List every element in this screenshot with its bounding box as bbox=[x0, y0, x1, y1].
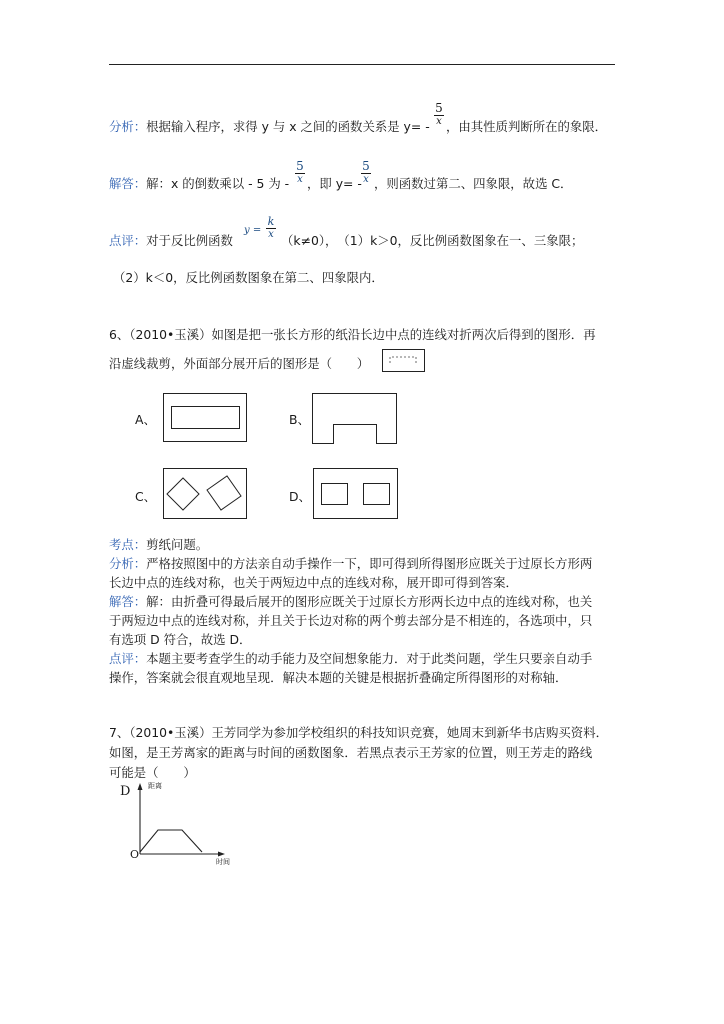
dianping-line-2: 操作，答案就会很直观地呈现．解决本题的关键是根据折叠确定所得图形的对称轴． bbox=[109, 670, 568, 685]
option-b-figure[interactable] bbox=[312, 393, 398, 445]
jieda-label: 解答： bbox=[109, 594, 147, 609]
analysis-text-b: ，由其性质判断所在的象限． bbox=[446, 119, 608, 134]
fenxi-row bbox=[109, 554, 592, 572]
analysis-text-a: 根据输入程序，求得 y 与 x 之间的函数关系是 y= - bbox=[146, 119, 430, 134]
option-a-label[interactable]: A、 bbox=[135, 412, 156, 427]
option-c-label[interactable]: C、 bbox=[135, 489, 157, 504]
fenxi-line-2: 长边中点的连线对称，也关于两短边中点的连线对称，展开即可得到答案． bbox=[109, 575, 518, 590]
option-d-label[interactable]: D、 bbox=[289, 489, 311, 504]
option-d-figure[interactable] bbox=[313, 468, 399, 520]
analysis-label: 分析： bbox=[109, 119, 147, 134]
dianping-line-1: 本题主要考查学生的动手能力及空间想象能力．对于此类问题，学生只要亲自动手 bbox=[146, 651, 593, 666]
q7-line-2: 如图，是王芳离家的距离与时间的函数图象．若黑点表示王芳家的位置，则王芳走的路线 bbox=[109, 745, 593, 760]
answer-row bbox=[109, 174, 289, 192]
graph-y-axis-label: 距离 bbox=[148, 782, 162, 790]
comment-row bbox=[109, 231, 233, 249]
q6-folded-paper-figure bbox=[382, 349, 426, 373]
jieda-line-3: 有选项 D 符合，故选 D． bbox=[109, 632, 252, 647]
analysis-row bbox=[109, 117, 430, 135]
graph-origin-label: O bbox=[130, 848, 140, 861]
option-b-label[interactable]: B、 bbox=[289, 412, 310, 427]
kaodian-label: 考点： bbox=[109, 537, 147, 552]
option-a-figure[interactable] bbox=[163, 393, 248, 443]
jieda-row bbox=[109, 592, 592, 610]
q6-line-1: 6、（2010•玉溪）如图是把一张长方形的纸沿长边中点的连线对折两次后得到的图形．再 bbox=[109, 327, 596, 342]
comment-text-a: 对于反比例函数 bbox=[146, 233, 233, 248]
formula-y-equals: y = bbox=[244, 225, 262, 236]
jieda-line-1: 解：由折叠可得最后展开的图形应既关于过原长方形两长边中点的连线对称，也关 bbox=[146, 594, 593, 609]
top-rule bbox=[109, 64, 615, 65]
comment-label: 点评： bbox=[109, 233, 147, 248]
kaodian-text: 剪纸问题。 bbox=[146, 537, 209, 552]
distance-time-graph bbox=[130, 782, 230, 862]
dianping-row bbox=[109, 649, 592, 667]
fraction-5-over-x: 5 x bbox=[362, 159, 370, 185]
q7-line-1: 7、（2010•玉溪）王芳同学为参加学校组织的科技知识竞赛，她周末到新华书店购买资料． bbox=[109, 725, 608, 740]
answer-text-c: ，则函数过第二、四象限，故选 C． bbox=[374, 176, 573, 191]
dianping-label: 点评： bbox=[109, 651, 147, 666]
q6-line-2: 沿虚线裁剪，外面部分展开后的图形是（ ） bbox=[109, 356, 370, 371]
comment-line-2: （2）k＜0，反比例函数图象在第二、四象限内． bbox=[113, 270, 384, 285]
answer-text-b: ，即 y= - bbox=[307, 176, 362, 191]
fenxi-line-1: 严格按照图中的方法亲自动手操作一下，即可得到所得图形应既关于过原长方形两 bbox=[146, 556, 593, 571]
option-c-figure[interactable] bbox=[163, 468, 248, 520]
fenxi-label: 分析： bbox=[109, 556, 147, 571]
fraction-5-over-x: 5 x bbox=[296, 159, 304, 185]
answer-label: 解答： bbox=[109, 176, 147, 191]
graph-d-label: D bbox=[120, 784, 131, 799]
jieda-line-2: 于两短边中点的连线对称，并且关于长边对称的两个剪去部分是不相连的，各选项中，只 bbox=[109, 613, 593, 628]
fraction-k-over-x: k x bbox=[267, 215, 275, 240]
graph-x-axis-label: 时间 bbox=[216, 858, 230, 866]
comment-text-b: （k≠0）， （1）k＞0，反比例函数图象在一、三象限； bbox=[281, 233, 584, 248]
kaodian-row bbox=[109, 535, 208, 553]
fraction-5-over-x: 5 x bbox=[435, 101, 443, 127]
q7-line-3: 可能是（ ） bbox=[109, 765, 196, 780]
answer-text-a: 解：x 的倒数乘以 - 5 为 - bbox=[146, 176, 290, 191]
